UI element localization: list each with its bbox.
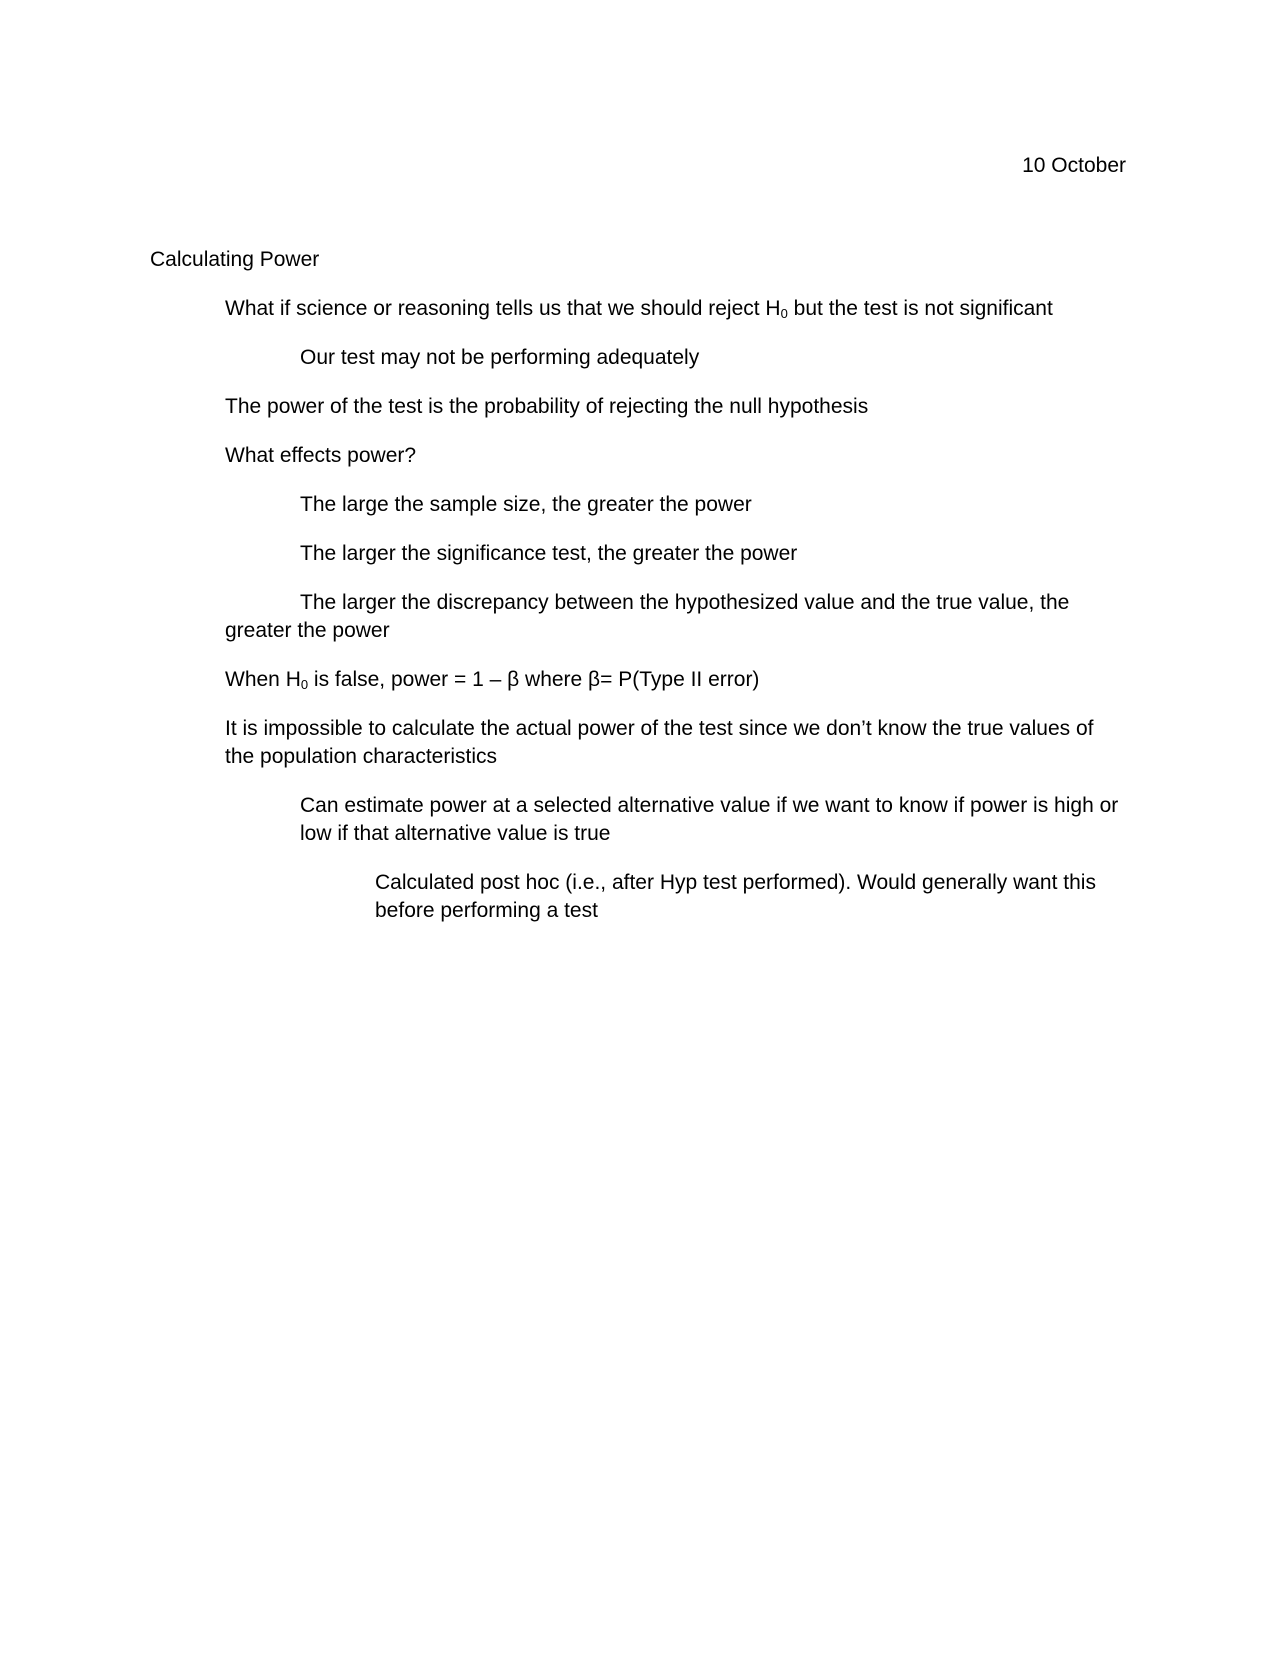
subscript-zero: 0 xyxy=(780,306,788,321)
note-text: What if science or reasoning tells us that we should reject H xyxy=(225,297,781,320)
note-text: but the test is not significant xyxy=(787,297,1053,320)
note-reject-question xyxy=(225,295,1126,323)
note-power-definition: The power of the test is the probability of rejecting the null hypothesis xyxy=(225,395,869,418)
note-discrepancy: The larger the discrepancy between the hypothesized value and the true value, the greater the power xyxy=(225,591,1070,642)
note-impossible: It is impossible to calculate the actual power of the test since we don’t know the true values of the population characteristics xyxy=(225,717,1094,768)
note-effects-question: What effects power? xyxy=(225,444,417,467)
subscript-zero: 0 xyxy=(300,677,309,692)
section-title: Calculating Power xyxy=(150,248,320,271)
note-adequately: Our test may not be performing adequately xyxy=(300,346,700,369)
note-estimate: Can estimate power at a selected alternative value if we want to know if power is high or low if that alternative value is true xyxy=(300,794,1119,845)
note-text: When H xyxy=(225,668,301,691)
date-header: 10 October xyxy=(1022,154,1126,177)
note-significance: The larger the significance test, the greater the power xyxy=(300,542,798,565)
note-text: is false, power = 1 – β where β= P(Type II error) xyxy=(308,668,760,691)
note-sample-size: The large the sample size, the greater the power xyxy=(300,493,752,516)
note-h0-false xyxy=(225,666,1126,694)
notes-body xyxy=(150,246,1126,946)
note-post-hoc: Calculated post hoc (i.e., after Hyp test performed). Would generally want this before performing a test xyxy=(375,871,1096,922)
